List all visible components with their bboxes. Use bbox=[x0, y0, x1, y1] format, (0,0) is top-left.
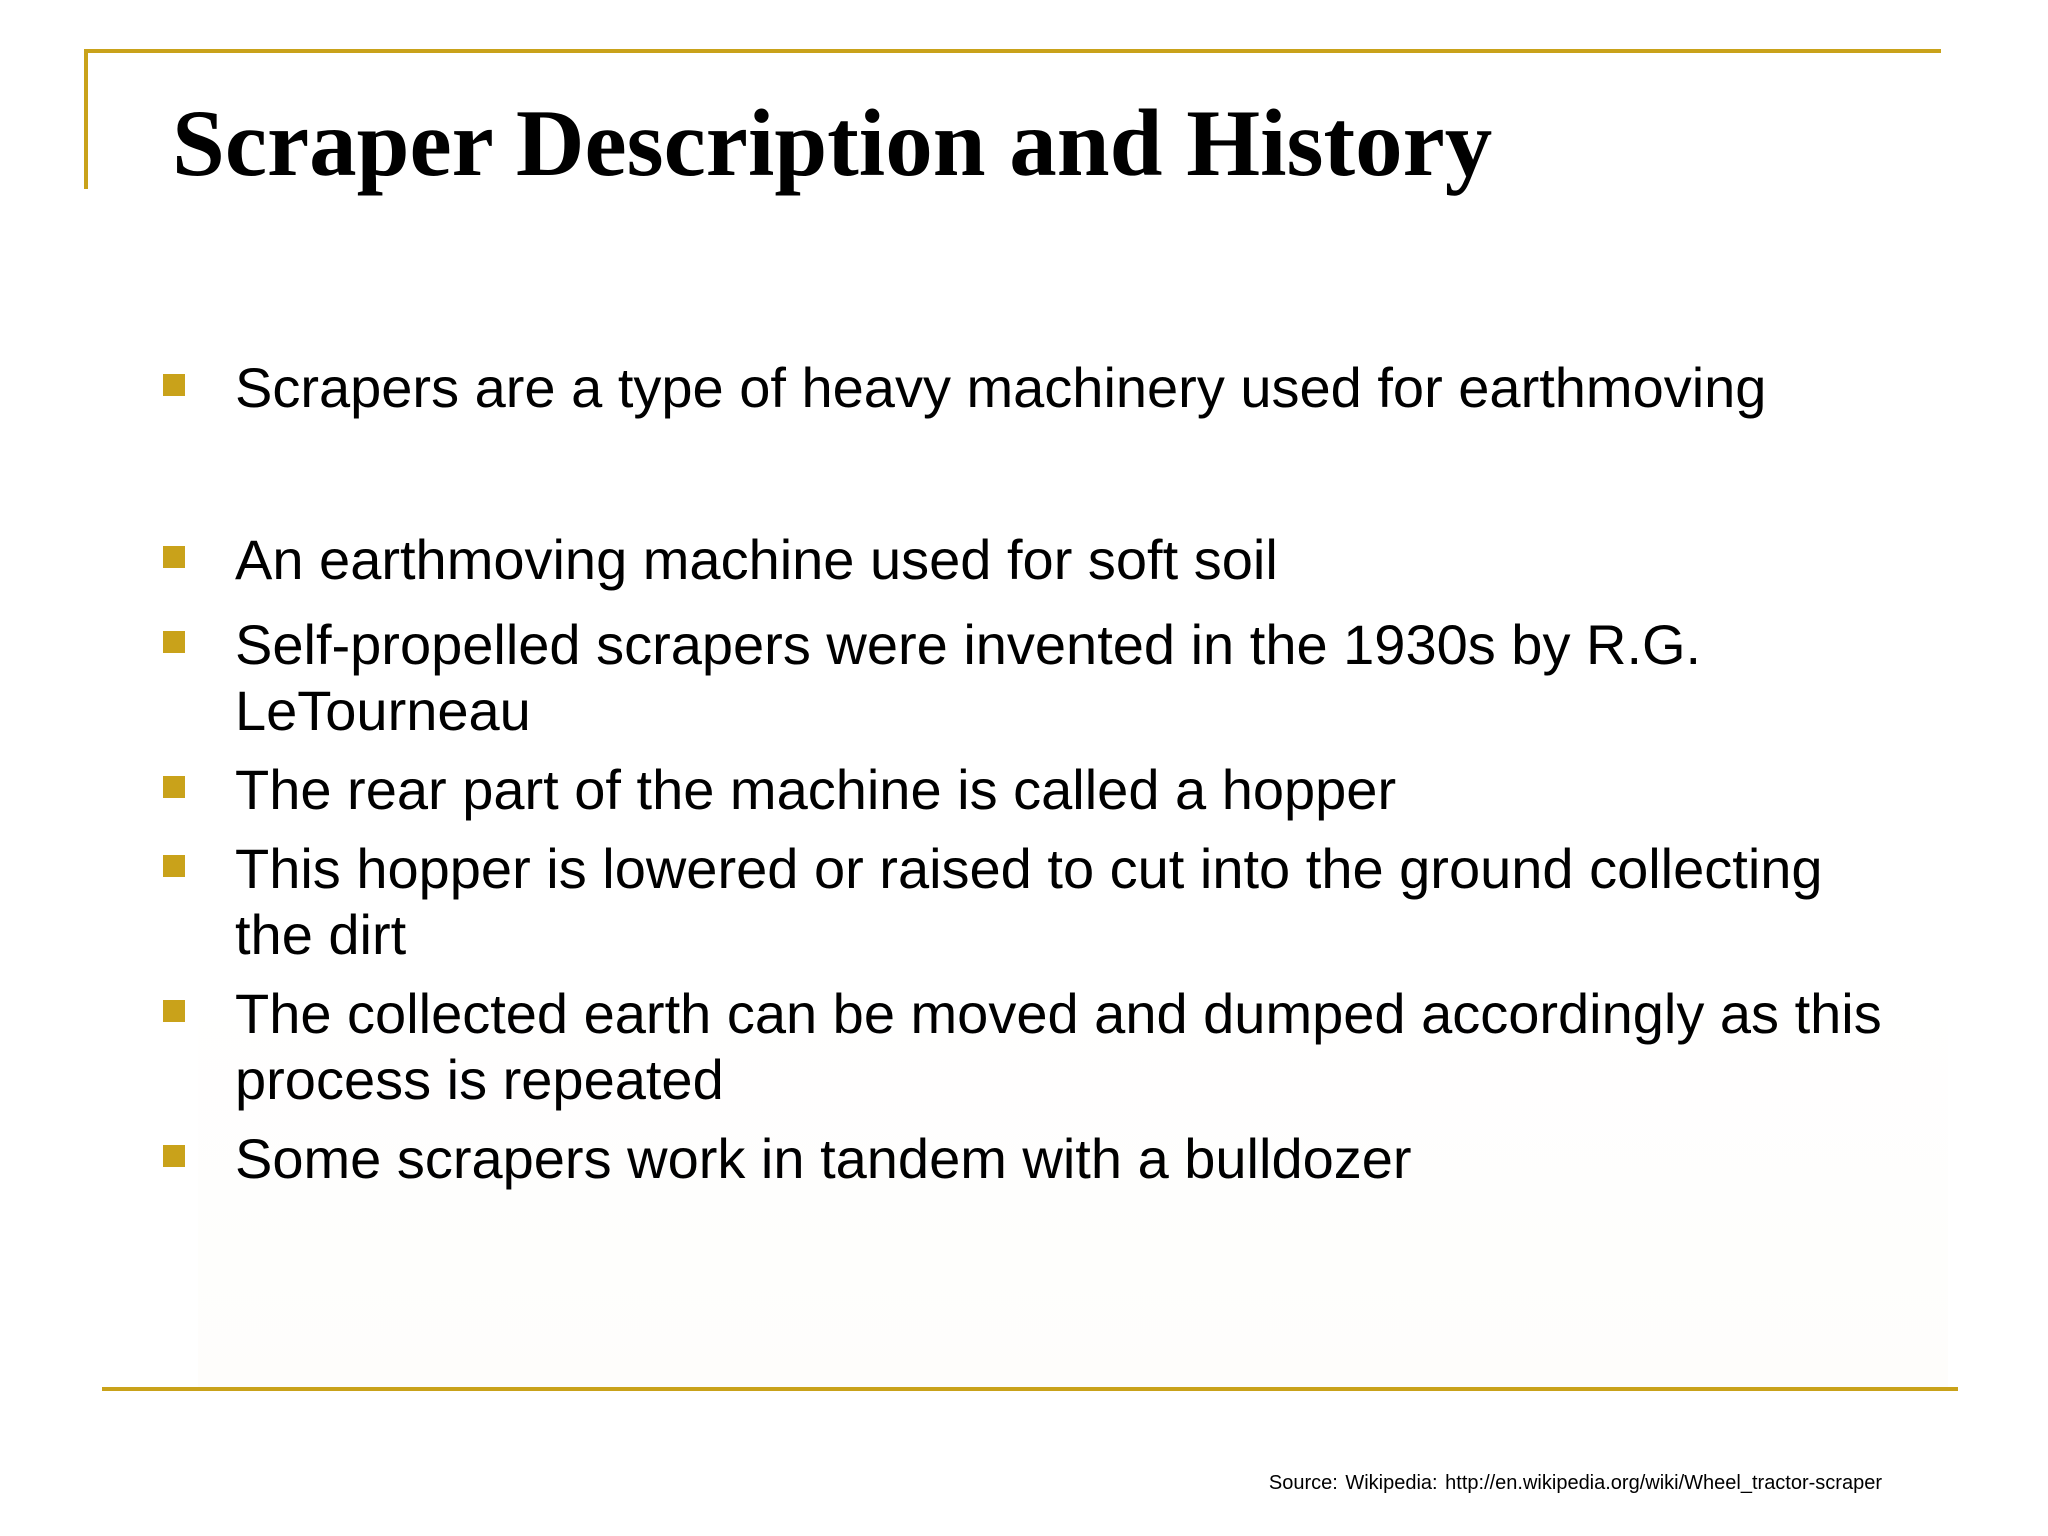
bullet-item bbox=[235, 757, 1885, 823]
square-bullet-icon bbox=[163, 855, 185, 877]
bullet-item bbox=[235, 836, 1885, 968]
square-bullet-icon bbox=[163, 1145, 185, 1167]
bullet-item bbox=[235, 527, 1885, 593]
bullet-text: Scrapers are a type of heavy machinery used for earthmoving bbox=[235, 356, 1767, 419]
top-gold-rule bbox=[84, 49, 1941, 53]
bottom-gold-rule bbox=[102, 1387, 1958, 1391]
square-bullet-icon bbox=[163, 1000, 185, 1022]
bullet-item bbox=[235, 981, 1885, 1113]
bullet-text: The rear part of the machine is called a hopper bbox=[235, 758, 1397, 821]
bullet-item bbox=[235, 355, 1885, 421]
bullet-text: This hopper is lowered or raised to cut into the ground collecting the dirt bbox=[235, 837, 1823, 966]
slide-title: Scraper Description and History bbox=[172, 90, 1493, 196]
bullet-item bbox=[235, 1126, 1885, 1192]
square-bullet-icon bbox=[163, 546, 185, 568]
bullet-text: Self-propelled scrapers were invented in the 1930s by R.G. LeTourneau bbox=[235, 613, 1702, 742]
square-bullet-icon bbox=[163, 631, 185, 653]
square-bullet-icon bbox=[163, 374, 185, 396]
bullet-item bbox=[235, 612, 1885, 744]
bullet-text: The collected earth can be moved and dumped accordingly as this process is repeated bbox=[235, 982, 1882, 1111]
square-bullet-icon bbox=[163, 776, 185, 798]
left-gold-rule bbox=[84, 49, 88, 189]
bullet-text: Some scrapers work in tandem with a bulldozer bbox=[235, 1127, 1412, 1190]
source-citation: Source: Wikipedia: http://en.wikipedia.org/wiki/Wheel_tractor-scraper bbox=[1268, 1472, 1882, 1494]
bullet-text: An earthmoving machine used for soft soil bbox=[235, 528, 1278, 591]
